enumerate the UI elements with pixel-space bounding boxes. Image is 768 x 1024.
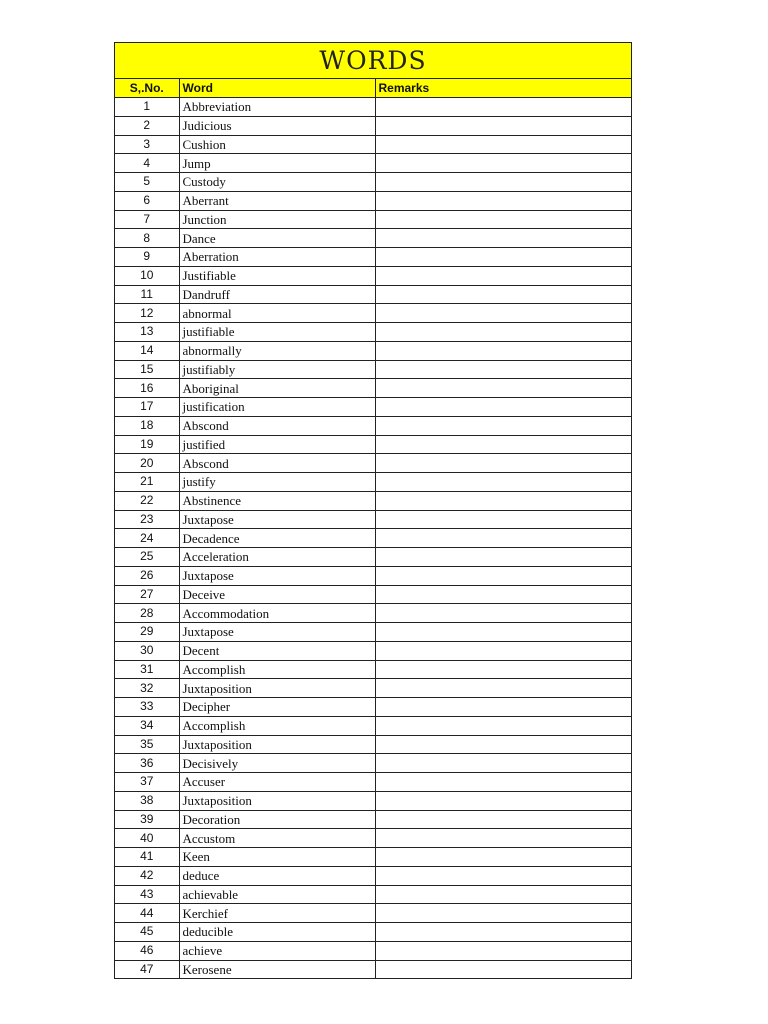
table-row [115, 548, 631, 567]
table-row [115, 941, 631, 960]
table-row [115, 98, 631, 117]
cell-word[interactable]: Kerosene [179, 960, 375, 978]
cell-remarks[interactable] [375, 154, 631, 173]
cell-word[interactable]: Decoration [179, 810, 375, 829]
table-row [115, 473, 631, 492]
cell-word[interactable]: Aberrant [179, 191, 375, 210]
cell-remarks[interactable] [375, 116, 631, 135]
cell-remarks[interactable] [375, 98, 631, 117]
cell-word[interactable]: deducible [179, 923, 375, 942]
cell-remarks[interactable] [375, 304, 631, 323]
cell-word[interactable]: Deceive [179, 585, 375, 604]
table-row [115, 810, 631, 829]
cell-word[interactable]: Accomplish [179, 716, 375, 735]
cell-word[interactable]: Juxtaposition [179, 791, 375, 810]
cell-sno[interactable]: 43 [115, 885, 179, 904]
cell-sno[interactable]: 25 [115, 548, 179, 567]
cell-sno[interactable]: 14 [115, 341, 179, 360]
table-row [115, 641, 631, 660]
cell-word[interactable]: Juxtaposition [179, 735, 375, 754]
cell-word[interactable]: Judicious [179, 116, 375, 135]
cell-remarks[interactable] [375, 529, 631, 548]
cell-sno[interactable]: 5 [115, 173, 179, 192]
cell-word[interactable]: Decipher [179, 698, 375, 717]
cell-remarks[interactable] [375, 960, 631, 978]
cell-remarks[interactable] [375, 454, 631, 473]
cell-remarks[interactable] [375, 941, 631, 960]
table-row [115, 698, 631, 717]
cell-sno[interactable]: 12 [115, 304, 179, 323]
cell-remarks[interactable] [375, 210, 631, 229]
cell-remarks[interactable] [375, 323, 631, 342]
cell-word[interactable]: Aberration [179, 248, 375, 267]
table-row [115, 566, 631, 585]
cell-sno[interactable]: 47 [115, 960, 179, 978]
cell-remarks[interactable] [375, 135, 631, 154]
table-body [115, 98, 631, 979]
table-row [115, 398, 631, 417]
cell-word[interactable]: justified [179, 435, 375, 454]
cell-word[interactable]: achieve [179, 941, 375, 960]
table-row [115, 735, 631, 754]
cell-remarks[interactable] [375, 360, 631, 379]
cell-word[interactable]: justifiably [179, 360, 375, 379]
cell-sno[interactable]: 26 [115, 566, 179, 585]
cell-sno[interactable]: 20 [115, 454, 179, 473]
cell-remarks[interactable] [375, 548, 631, 567]
header-remarks: Remarks [375, 79, 631, 98]
cell-remarks[interactable] [375, 491, 631, 510]
table-row [115, 341, 631, 360]
cell-sno[interactable]: 22 [115, 491, 179, 510]
cell-sno[interactable]: 28 [115, 604, 179, 623]
cell-sno[interactable]: 21 [115, 473, 179, 492]
cell-sno[interactable]: 10 [115, 266, 179, 285]
table-row [115, 285, 631, 304]
cell-sno[interactable]: 29 [115, 623, 179, 642]
cell-word[interactable]: Decadence [179, 529, 375, 548]
cell-word[interactable]: Decisively [179, 754, 375, 773]
cell-word[interactable]: justify [179, 473, 375, 492]
cell-sno[interactable]: 11 [115, 285, 179, 304]
table-row [115, 229, 631, 248]
cell-word[interactable]: deduce [179, 866, 375, 885]
cell-remarks[interactable] [375, 829, 631, 848]
cell-sno[interactable]: 16 [115, 379, 179, 398]
cell-remarks[interactable] [375, 866, 631, 885]
cell-remarks[interactable] [375, 398, 631, 417]
cell-word[interactable]: Juxtaposition [179, 679, 375, 698]
cell-word[interactable]: Kerchief [179, 904, 375, 923]
cell-word[interactable]: Cushion [179, 135, 375, 154]
cell-sno[interactable]: 23 [115, 510, 179, 529]
cell-sno[interactable]: 27 [115, 585, 179, 604]
cell-remarks[interactable] [375, 716, 631, 735]
cell-remarks[interactable] [375, 416, 631, 435]
cell-word[interactable]: Dandruff [179, 285, 375, 304]
cell-remarks[interactable] [375, 473, 631, 492]
header-row [115, 79, 631, 98]
cell-word[interactable]: Abstinence [179, 491, 375, 510]
cell-remarks[interactable] [375, 266, 631, 285]
table-row [115, 266, 631, 285]
cell-word[interactable]: abnormally [179, 341, 375, 360]
cell-sno[interactable]: 45 [115, 923, 179, 942]
table-row [115, 454, 631, 473]
cell-remarks[interactable] [375, 229, 631, 248]
cell-word[interactable]: justification [179, 398, 375, 417]
table-row [115, 604, 631, 623]
cell-word[interactable]: Decent [179, 641, 375, 660]
cell-sno[interactable]: 7 [115, 210, 179, 229]
table-row [115, 191, 631, 210]
table-row [115, 491, 631, 510]
cell-word[interactable]: justifiable [179, 323, 375, 342]
cell-sno[interactable]: 41 [115, 848, 179, 867]
cell-word[interactable]: Abbreviation [179, 98, 375, 117]
cell-sno[interactable]: 9 [115, 248, 179, 267]
table-row [115, 116, 631, 135]
cell-sno[interactable]: 37 [115, 773, 179, 792]
cell-word[interactable]: Custody [179, 173, 375, 192]
cell-word[interactable]: Junction [179, 210, 375, 229]
cell-sno[interactable]: 6 [115, 191, 179, 210]
cell-sno[interactable]: 3 [115, 135, 179, 154]
table-row [115, 866, 631, 885]
cell-sno[interactable]: 8 [115, 229, 179, 248]
cell-sno[interactable]: 24 [115, 529, 179, 548]
table-row [115, 923, 631, 942]
words-table [115, 79, 631, 978]
cell-remarks[interactable] [375, 641, 631, 660]
table-row [115, 623, 631, 642]
cell-sno[interactable]: 34 [115, 716, 179, 735]
table-row [115, 379, 631, 398]
cell-word[interactable]: Accommodation [179, 604, 375, 623]
cell-remarks[interactable] [375, 191, 631, 210]
cell-word[interactable]: Justifiable [179, 266, 375, 285]
table-row [115, 304, 631, 323]
table-row [115, 210, 631, 229]
cell-sno[interactable]: 13 [115, 323, 179, 342]
cell-word[interactable]: achievable [179, 885, 375, 904]
cell-sno[interactable]: 1 [115, 98, 179, 117]
cell-remarks[interactable] [375, 173, 631, 192]
cell-sno[interactable]: 31 [115, 660, 179, 679]
cell-remarks[interactable] [375, 510, 631, 529]
cell-remarks[interactable] [375, 904, 631, 923]
cell-word[interactable]: Dance [179, 229, 375, 248]
header-sno: S,.No. [115, 79, 179, 98]
cell-remarks[interactable] [375, 285, 631, 304]
cell-remarks[interactable] [375, 754, 631, 773]
cell-sno[interactable]: 15 [115, 360, 179, 379]
cell-sno[interactable]: 46 [115, 941, 179, 960]
table-row [115, 885, 631, 904]
table-row [115, 791, 631, 810]
table-row [115, 360, 631, 379]
cell-remarks[interactable] [375, 566, 631, 585]
cell-remarks[interactable] [375, 810, 631, 829]
cell-sno[interactable]: 18 [115, 416, 179, 435]
cell-sno[interactable]: 39 [115, 810, 179, 829]
table-row [115, 679, 631, 698]
cell-remarks[interactable] [375, 735, 631, 754]
table-row [115, 529, 631, 548]
cell-remarks[interactable] [375, 791, 631, 810]
cell-word[interactable]: Juxtapose [179, 566, 375, 585]
table-row [115, 960, 631, 978]
table-row [115, 416, 631, 435]
cell-sno[interactable]: 2 [115, 116, 179, 135]
cell-remarks[interactable] [375, 885, 631, 904]
cell-remarks[interactable] [375, 604, 631, 623]
cell-remarks[interactable] [375, 923, 631, 942]
table-row [115, 135, 631, 154]
cell-word[interactable]: Accomplish [179, 660, 375, 679]
cell-sno[interactable]: 36 [115, 754, 179, 773]
cell-word[interactable]: Juxtapose [179, 623, 375, 642]
cell-remarks[interactable] [375, 773, 631, 792]
table-row [115, 716, 631, 735]
cell-remarks[interactable] [375, 585, 631, 604]
cell-sno[interactable]: 44 [115, 904, 179, 923]
table-row [115, 585, 631, 604]
cell-word[interactable]: Keen [179, 848, 375, 867]
cell-word[interactable]: Jump [179, 154, 375, 173]
sheet-title: WORDS [115, 43, 631, 79]
cell-remarks[interactable] [375, 623, 631, 642]
table-row [115, 510, 631, 529]
cell-sno[interactable]: 38 [115, 791, 179, 810]
table-row [115, 323, 631, 342]
cell-sno[interactable]: 35 [115, 735, 179, 754]
cell-remarks[interactable] [375, 660, 631, 679]
cell-word[interactable]: Accuser [179, 773, 375, 792]
cell-sno[interactable]: 17 [115, 398, 179, 417]
cell-word[interactable]: Aboriginal [179, 379, 375, 398]
cell-word[interactable]: Acceleration [179, 548, 375, 567]
table-row [115, 773, 631, 792]
cell-sno[interactable]: 40 [115, 829, 179, 848]
cell-remarks[interactable] [375, 379, 631, 398]
cell-sno[interactable]: 32 [115, 679, 179, 698]
cell-remarks[interactable] [375, 698, 631, 717]
table-row [115, 154, 631, 173]
cell-remarks[interactable] [375, 848, 631, 867]
cell-sno[interactable]: 33 [115, 698, 179, 717]
cell-sno[interactable]: 19 [115, 435, 179, 454]
table-row [115, 904, 631, 923]
table-row [115, 173, 631, 192]
table-row [115, 435, 631, 454]
cell-remarks[interactable] [375, 435, 631, 454]
table-row [115, 754, 631, 773]
cell-remarks[interactable] [375, 248, 631, 267]
cell-word[interactable]: Abscond [179, 416, 375, 435]
cell-word[interactable]: abnormal [179, 304, 375, 323]
table-row [115, 848, 631, 867]
cell-sno[interactable]: 30 [115, 641, 179, 660]
cell-word[interactable]: Accustom [179, 829, 375, 848]
table-row [115, 660, 631, 679]
table-row [115, 829, 631, 848]
cell-remarks[interactable] [375, 679, 631, 698]
cell-sno[interactable]: 4 [115, 154, 179, 173]
cell-word[interactable]: Abscond [179, 454, 375, 473]
words-sheet [114, 42, 632, 979]
cell-sno[interactable]: 42 [115, 866, 179, 885]
table-row [115, 248, 631, 267]
header-word: Word [179, 79, 375, 98]
cell-word[interactable]: Juxtapose [179, 510, 375, 529]
cell-remarks[interactable] [375, 341, 631, 360]
